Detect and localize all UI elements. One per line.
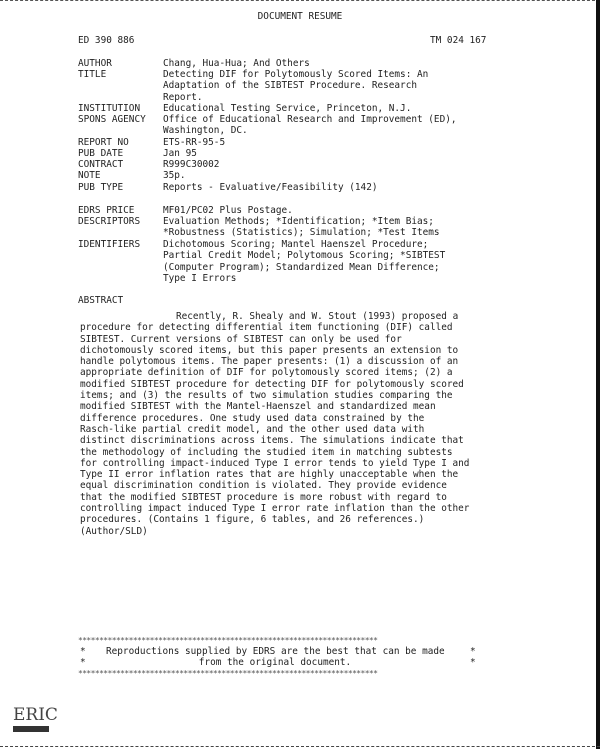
abstract-line: controlling impact induced Type I error rate inflation than the other <box>80 503 470 515</box>
field-value <box>163 182 377 193</box>
field-value-line: Office of Educational Research and Improvement (ED), <box>163 114 457 125</box>
star-edge-right: * <box>470 646 476 657</box>
abstract-label: ABSTRACT <box>78 295 124 306</box>
field-label: INSTITUTION <box>78 103 141 114</box>
field-value <box>163 103 411 114</box>
eric-logo <box>12 700 58 738</box>
field-value-line: Dichotomous Scoring; Mantel Haenszel Procedure; <box>163 239 429 250</box>
field-value-line: R999C30002 <box>163 159 220 170</box>
field-value-line: Type I Errors <box>163 272 237 284</box>
field-value <box>163 148 197 159</box>
abstract-line: the methodology of including the studied item in matching subtests <box>80 446 453 458</box>
field-label: NOTE <box>78 170 101 181</box>
field-label: DESCRIPTORS <box>78 216 141 227</box>
abstract-line: Type II error inflation rates that are highly unacceptable when the <box>80 469 459 481</box>
abstract-line: modified SIBTEST with the Mantel-Haenszel and standardized mean <box>80 401 436 413</box>
field-value <box>163 216 440 239</box>
ed-number: ED 390 886 <box>78 35 135 46</box>
abstract-line: difference procedures. One study used data constrained by the <box>80 412 425 424</box>
field-value <box>163 205 293 216</box>
field-value-line: Jan 95 <box>163 148 197 159</box>
eric-logo-bar <box>13 726 49 732</box>
field-value <box>163 58 310 69</box>
star-edge-right: * <box>470 657 476 668</box>
abstract-line: equal discrimination condition is violated. They provide evidence <box>80 480 447 492</box>
abstract-line: items; and (3) the results of two simulation studies comparing the <box>80 390 453 402</box>
field-value-line: MF01/PC02 Plus Postage. <box>163 205 293 216</box>
field-label: PUB DATE <box>78 148 124 159</box>
abstract-line: Rasch-like partial credit model, and the other used data with <box>80 423 425 435</box>
reproduction-notice-line1: Reproductions supplied by EDRS are the best that can be made <box>106 646 445 657</box>
bottom-scan-edge <box>0 746 600 747</box>
star-edge-left: * <box>80 657 86 668</box>
field-value-line: Reports - Evaluative/Feasibility (142) <box>163 182 378 193</box>
field-value-line: Partial Credit Model; Polytomous Scoring; *SIBTEST <box>163 250 446 262</box>
field-value <box>163 239 445 284</box>
field-label: IDENTIFIERS <box>78 239 141 250</box>
field-value-line: 35p. <box>163 170 186 181</box>
star-border-top: *********************************************************************** <box>78 636 378 645</box>
field-value-line: (Computer Program); Standardized Mean Difference; <box>163 261 440 273</box>
abstract-line: procedures. (Contains 1 figure, 6 tables, and 26 references.) <box>80 514 425 526</box>
field-label: REPORT NO <box>78 137 129 148</box>
star-edge-left: * <box>80 646 86 657</box>
field-value-line: Adaptation of the SIBTEST Procedure. Research <box>163 80 417 92</box>
star-border-bottom: *********************************************************************** <box>78 669 378 678</box>
field-value <box>163 114 457 137</box>
field-value-line: *Robustness (Statistics); Simulation; *Test Items <box>163 227 440 239</box>
field-value-line: Educational Testing Service, Princeton, N.J. <box>163 103 412 114</box>
top-scan-edge <box>0 0 600 3</box>
tm-number: TM 024 167 <box>430 35 487 46</box>
field-value-line: Detecting DIF for Polytomously Scored Items: An <box>163 69 429 80</box>
document-title: DOCUMENT RESUME <box>257 11 343 22</box>
abstract-line: that the modified SIBTEST procedure is more robust with regard to <box>80 491 447 503</box>
abstract-line: dichotomously scored items, but this paper presents an extension to <box>80 344 459 356</box>
abstract-line: SIBTEST. Current versions of SIBTEST can only be used for <box>80 333 402 345</box>
abstract-line: handle polytomous items. The paper presents: (1) a discussion of an <box>80 356 459 368</box>
abstract-line: modified SIBTEST procedure for detecting DIF for polytomously scored <box>80 378 464 390</box>
abstract-line: distinct discriminations across items. The simulations indicate that <box>80 435 464 447</box>
field-value-line: Chang, Hua-Hua; And Others <box>163 58 310 69</box>
field-value-line: Report. <box>163 91 203 103</box>
abstract-line: Recently, R. Shealy and W. Stout (1993) proposed a <box>176 311 459 322</box>
field-value <box>163 170 186 181</box>
eric-logo-text: ERIC <box>13 705 58 725</box>
abstract-text <box>80 311 469 537</box>
reproduction-notice-line2: from the original document. <box>198 657 352 668</box>
field-label: AUTHOR <box>78 58 112 69</box>
field-value-line: Washington, DC. <box>163 125 248 137</box>
abstract-line: procedure for detecting differential item functioning (DIF) called <box>80 322 453 334</box>
abstract-line: (Author/SLD) <box>80 525 148 537</box>
field-value-line: ETS-RR-95-5 <box>163 137 226 148</box>
field-label: SPONS AGENCY <box>78 114 146 125</box>
field-label: EDRS PRICE <box>78 205 135 216</box>
field-label: CONTRACT <box>78 159 124 170</box>
abstract-line: appropriate definition of DIF for polytomously scored items; (2) a <box>80 367 453 379</box>
field-label: PUB TYPE <box>78 182 124 193</box>
field-value <box>163 69 428 103</box>
field-label: TITLE <box>78 69 107 80</box>
abstract-line: for controlling impact-induced Type I error tends to yield Type I and <box>80 457 470 469</box>
field-value-line: Evaluation Methods; *Identification; *Item Bias; <box>163 216 434 227</box>
field-value <box>163 137 225 148</box>
field-value <box>163 159 219 170</box>
right-scan-edge <box>596 0 600 749</box>
